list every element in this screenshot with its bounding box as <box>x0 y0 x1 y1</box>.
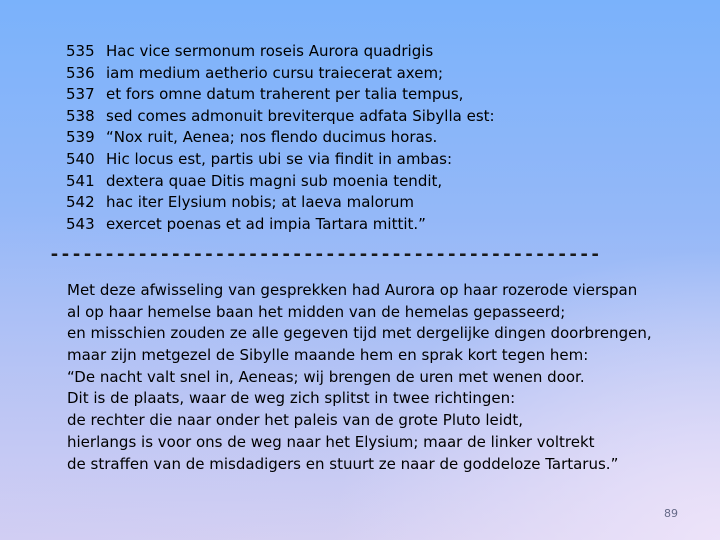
latin-line <box>66 63 495 85</box>
latin-line-text: Hac vice sermonum roseis Aurora quadrigis <box>106 42 434 60</box>
latin-line <box>66 192 495 214</box>
translation-line: Dit is de plaats, waar de weg zich splitst in twee richtingen: <box>67 389 516 408</box>
translation-line: de straffen van de misdadigers en stuurt ze naar de goddeloze Tartarus.” <box>67 454 619 473</box>
latin-line-text: dextera quae Ditis magni sub moenia tendit, <box>106 171 443 190</box>
latin-line-text: hac iter Elysium nobis; at laeva malorum <box>106 193 415 212</box>
line-number: 539 <box>66 128 95 147</box>
latin-line-text: “Nox ruit, Aenea; nos flendo ducimus horas. <box>106 128 438 147</box>
latin-line <box>66 149 495 171</box>
line-number: 542 <box>66 193 95 212</box>
translation-line: en misschien zouden ze alle gegeven tijd met dergelijke dingen doorbrengen, <box>67 324 652 343</box>
line-number: 537 <box>66 85 95 104</box>
line-number: 543 <box>66 214 95 233</box>
translation-line: de rechter die naar onder het paleis van de grote Pluto leidt, <box>67 411 524 430</box>
line-number: 538 <box>66 106 95 125</box>
translation-line: al op haar hemelse baan het midden van de hemelas gepasseerd; <box>67 302 566 321</box>
line-number: 541 <box>66 171 95 190</box>
line-number: 536 <box>66 63 95 82</box>
latin-line <box>66 127 495 149</box>
latin-line-text: iam medium aetherio cursu traiecerat axem; <box>106 63 444 82</box>
latin-line <box>66 106 495 128</box>
page-number: 89 <box>664 507 678 520</box>
translation-line: Met deze afwisseling van gesprekken had Aurora op haar rozerode vierspan <box>67 281 638 299</box>
latin-line-text: sed comes admonuit breviterque adfata Sibylla est: <box>106 106 495 125</box>
latin-line-text: et fors omne datum traherent per talia tempus, <box>106 85 464 104</box>
latin-line <box>66 214 495 236</box>
latin-line-text: exercet poenas et ad impia Tartara mittit.” <box>106 214 426 233</box>
translation-line: maar zijn metgezel de Sibylle maande hem en sprak kort tegen hem: <box>67 346 589 365</box>
latin-line-text: Hic locus est, partis ubi se via findit in ambas: <box>106 149 453 168</box>
latin-line <box>66 84 495 106</box>
line-number: 535 <box>66 42 95 60</box>
dashed-divider: -------------------------------------------------- <box>49 244 601 265</box>
latin-line <box>66 41 495 63</box>
line-number: 540 <box>66 149 95 168</box>
latin-text-block <box>66 41 495 235</box>
translation-line: hierlangs is voor ons de weg naar het Elysium; maar de linker voltrekt <box>67 432 595 451</box>
latin-line <box>66 171 495 193</box>
dutch-translation-block <box>67 280 652 475</box>
translation-line: “De nacht valt snel in, Aeneas; wij brengen de uren met wenen door. <box>67 367 585 386</box>
